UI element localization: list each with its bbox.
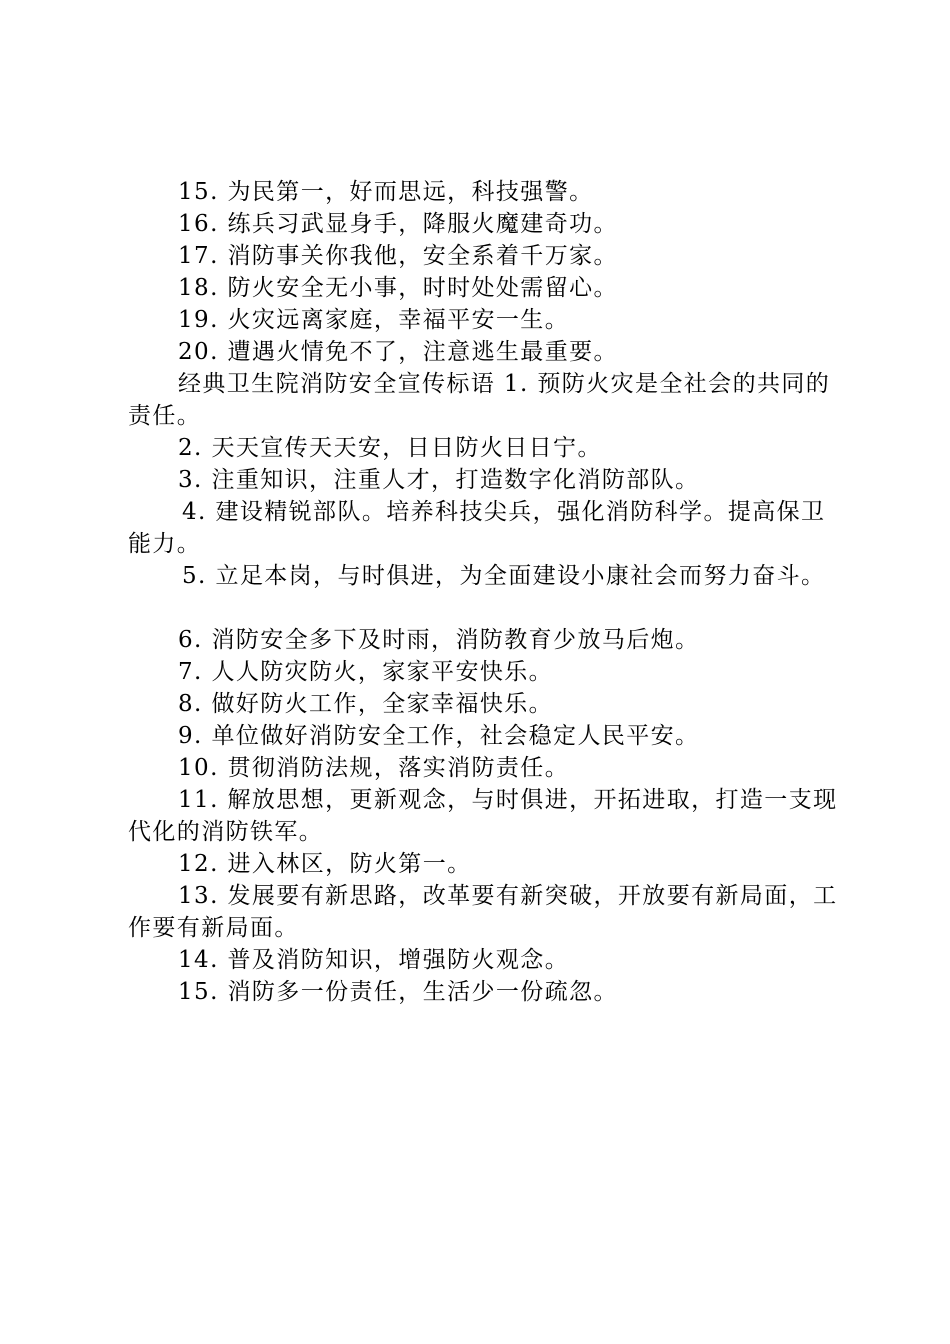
paragraph-item-18: 18. 防火安全无小事，时时处处需留心。	[178, 275, 618, 301]
paragraph-item-12: 12. 进入林区，防火第一。	[178, 851, 472, 877]
paragraph-item-14: 14. 普及消防知识，增强防火观念。	[178, 947, 570, 973]
paragraph-item-10: 10. 贯彻消防法规，落实消防责任。	[178, 755, 570, 781]
paragraph-item-11: 11. 解放思想，更新观念，与时俱进，开拓进取，打造一支现代化的消防铁军。	[128, 787, 838, 845]
section-heading-slogans: 经典卫生院消防安全宣传标语 1. 预防火灾是全社会的共同的责任。	[128, 371, 831, 429]
paragraph-item-15b: 15. 消防多一份责任，生活少一份疏忽。	[178, 979, 618, 1005]
paragraph-item-4: 4. 建设精锐部队。培养科技尖兵，强化消防科学。提高保卫能力。	[128, 499, 826, 557]
paragraph-item-7: 7. 人人防灾防火，家家平安快乐。	[178, 659, 554, 685]
paragraph-item-8: 8. 做好防火工作，全家幸福快乐。	[178, 691, 554, 717]
paragraph-item-13: 13. 发展要有新思路，改革要有新突破，开放要有新局面，工作要有新局面。	[128, 883, 838, 941]
document-body	[128, 176, 848, 1008]
paragraph-item-15a: 15. 为民第一，好而思远，科技强警。	[178, 179, 594, 205]
paragraph-item-19: 19. 火灾远离家庭，幸福平安一生。	[178, 307, 570, 333]
paragraph-item-3: 3. 注重知识，注重人才，打造数字化消防部队。	[178, 467, 700, 493]
paragraph-item-16: 16. 练兵习武显身手，降服火魔建奇功。	[178, 211, 618, 237]
paragraph-item-5: 5. 立足本岗，与时俱进，为全面建设小康社会而努力奋斗。	[182, 563, 826, 589]
paragraph-item-6: 6. 消防安全多下及时雨，消防教育少放马后炮。	[178, 627, 700, 653]
paragraph-item-2: 2. 天天宣传天天安，日日防火日日宁。	[178, 435, 602, 461]
paragraph-item-9: 9. 单位做好消防安全工作，社会稳定人民平安。	[178, 723, 700, 749]
paragraph-item-20: 20. 遭遇火情免不了，注意逃生最重要。	[178, 339, 618, 365]
paragraph-item-17: 17. 消防事关你我他，安全系着千万家。	[178, 243, 618, 269]
blank-line	[128, 592, 848, 624]
